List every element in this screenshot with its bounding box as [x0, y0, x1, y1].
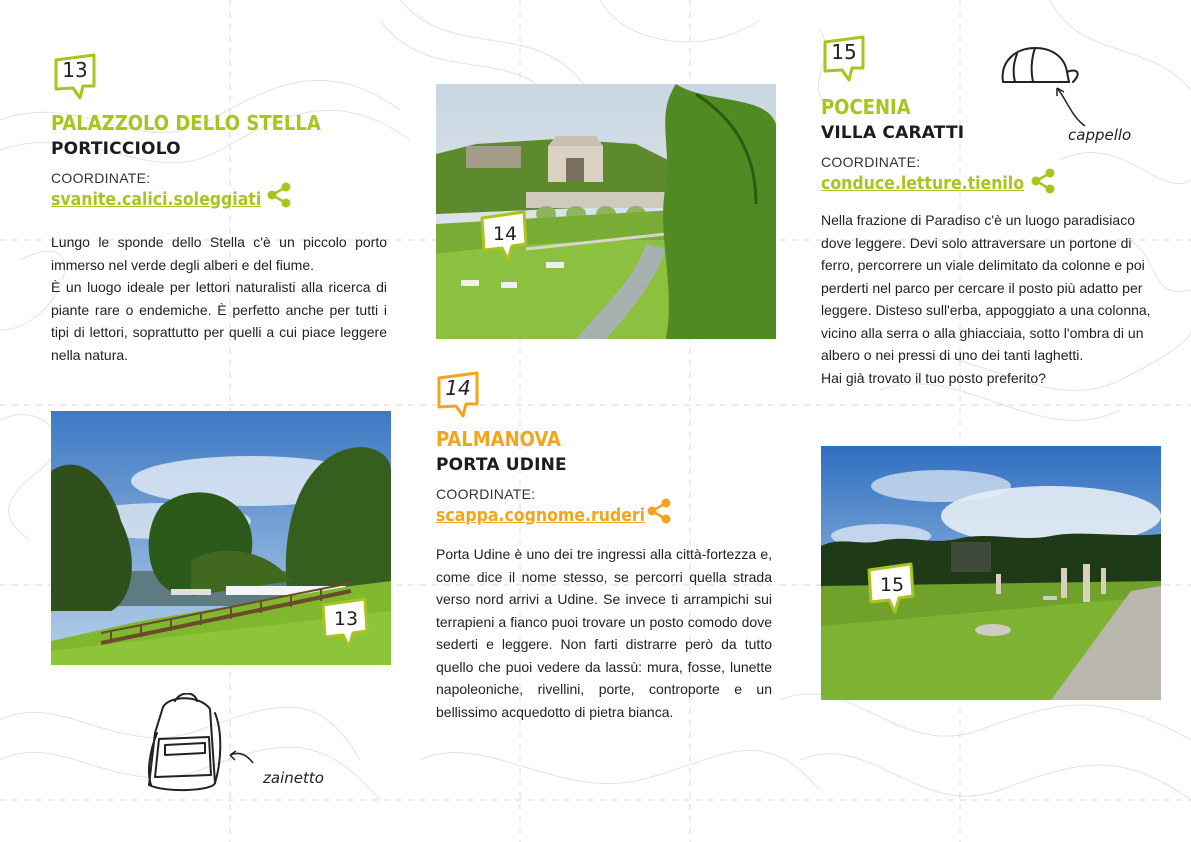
photo-porta-udine [436, 84, 776, 339]
coordinates-label: COORDINATE: [51, 170, 151, 186]
section-description [436, 543, 772, 723]
section-14 [436, 427, 772, 723]
photo-image [436, 84, 776, 339]
place-subtitle: PORTICCIOLO [51, 139, 181, 159]
section-15 [821, 95, 1157, 389]
section-13 [51, 111, 387, 366]
photo-marker: 15 [879, 574, 905, 596]
coordinates-link[interactable]: svanite.calici.soleggiati [51, 190, 262, 210]
place-subtitle: VILLA CARATTI [821, 123, 965, 143]
paragraph: Nella frazione di Paradiso c'è un luogo paradisiaco dove leggere. Devi solo attraversare un portone di ferro, percorrere un viale delimitato da colonne e poi perderti nel parco per cercare il posto più adatto per leggere. Disteso sull'erba, appoggiato a una colonna, vicino alla serra o alla ghiacciaia, sotto l'ombra di un albero o nei pressi di uno dei tanti laghetti. [821, 212, 1151, 363]
coordinates-label: COORDINATE: [821, 154, 921, 170]
badge-number: 14 [445, 376, 471, 400]
photo-marker: 14 [492, 223, 518, 245]
photo-marker: 13 [333, 608, 359, 630]
share-icon[interactable] [1030, 168, 1056, 194]
paragraph: Porta Udine è uno dei tre ingressi alla città-fortezza e, come dice il nome stesso, se percorri quella strada verso nord arrivi a Udine. Se invece ti arrampichi sui terrapieni a fianco puoi trovare un posto comodo dove sederti e leggere. Non farti distrarre però da tutto quello che puoi vedere da lassù: mura, fosse, lunette napoleoniche, rivellini, porte, controporte e un bellissimo acquedotto di pietra bianca. [436, 546, 772, 720]
section-description [821, 209, 1157, 389]
photo-villa-caratti [821, 446, 1161, 700]
badge-15 [822, 34, 866, 74]
paragraph: Lungo le sponde dello Stella c'è un piccolo porto immerso nel verde degli alberi e del fiume. [51, 234, 387, 273]
backpack-label: zainetto [263, 769, 324, 787]
badge-13 [53, 52, 97, 92]
badge-number: 15 [831, 40, 857, 64]
paragraph: È un luogo ideale per lettori naturalisti alla ricerca di piante rare o endemiche. È perfetto anche per tutti i tipi di lettori, soprattutto per quelli a cui piace leggere nella natura. [51, 279, 387, 363]
photo-porticciolo [51, 411, 391, 665]
share-icon[interactable] [266, 182, 292, 208]
hat-label: cappello [1068, 126, 1132, 144]
coordinates-link[interactable]: scappa.cognome.ruderi [436, 506, 646, 526]
badge-14 [436, 370, 480, 410]
place-subtitle: PORTA UDINE [436, 455, 567, 475]
photo-image [821, 446, 1161, 700]
place-title: POCENIA [821, 95, 911, 119]
place-title: PALAZZOLO DELLO STELLA [51, 111, 321, 135]
place-title: PALMANOVA [436, 427, 561, 451]
share-icon[interactable] [646, 498, 672, 524]
badge-number: 13 [62, 58, 88, 82]
coordinates-label: COORDINATE: [436, 486, 536, 502]
paragraph: Hai già trovato il tuo posto preferito? [821, 369, 1046, 386]
coordinates-link[interactable]: conduce.letture.tienilo [821, 174, 1025, 194]
section-description [51, 231, 387, 366]
